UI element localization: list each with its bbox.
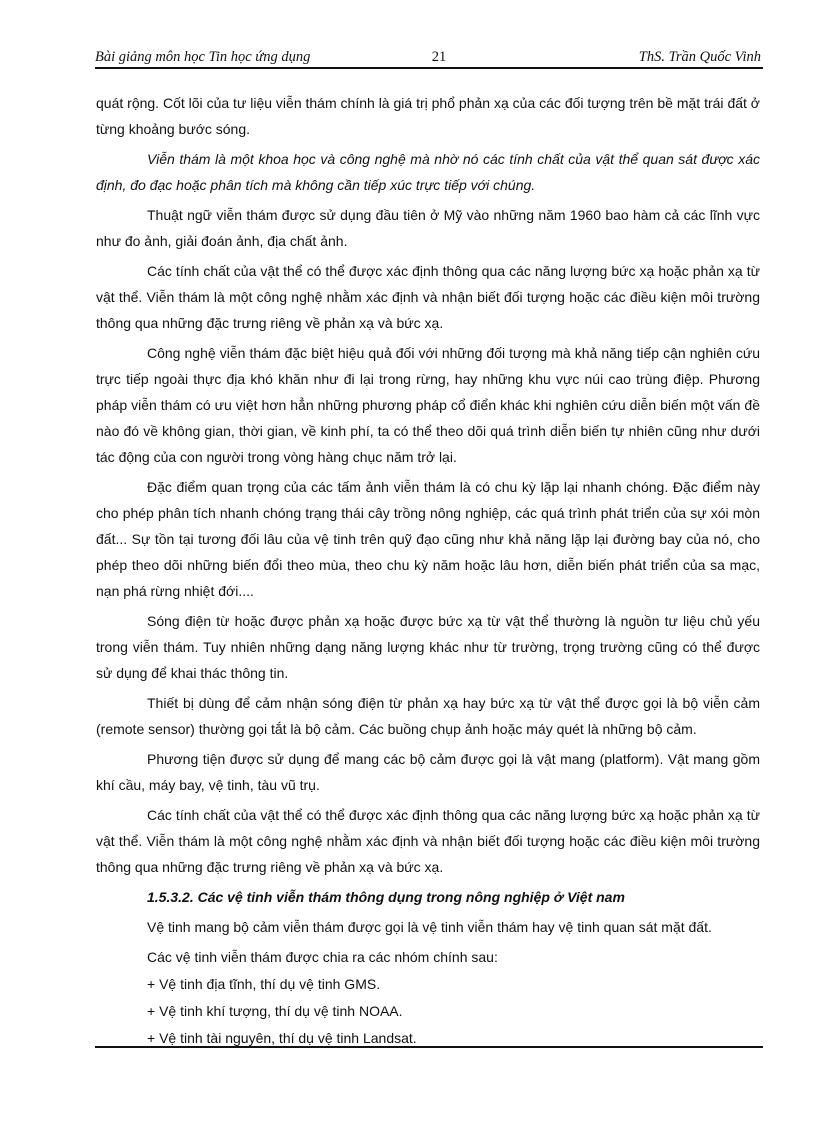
section-line: Vệ tinh mang bộ cảm viễn thám được gọi là vệ tinh viễn thám hay vệ tinh quan sát mặt đất. <box>147 919 712 935</box>
paragraph: quát rộng. Cốt lõi của tư liệu viễn thám chính là giá trị phổ phản xạ của các đối tượng trên bề mặt trái đất ở từng khoảng bước sóng. <box>96 95 760 137</box>
page-header <box>95 45 763 69</box>
header-author: ThS. Trần Quốc Vinh <box>638 49 761 65</box>
paragraph: Sóng điện từ hoặc được phản xạ hoặc được bức xạ từ vật thể thường là nguồn tư liệu chủ yếu trong viễn thám. Tuy nhiên những dạng năng lượng khác như từ trường, trọng trường cũng có thể được sử dụng để khai thác thông tin. <box>96 613 760 681</box>
section-heading: 1.5.3.2. Các vệ tinh viễn thám thông dụng trong nông nghiệp ở Việt nam <box>147 889 625 905</box>
paragraph: Các tính chất của vật thể có thể được xác định thông qua các năng lượng bức xạ hoặc phản xạ từ vật thể. Viễn thám là một công nghệ nhằm xác định và nhận biết đối tượng hoặc các điều kiện môi trường thông qua những đặc trưng riêng về phản xạ và bức xạ. <box>96 263 760 331</box>
header-page-number: 21 <box>431 49 447 65</box>
paragraph: Công nghệ viễn thám đặc biệt hiệu quả đối với những đối tượng mà khả năng tiếp cận nghiên cứu trực tiếp ngoài thực địa khó khăn như đi lại trong rừng, hay những khu vực núi cao trùng điệp. Phương pháp viễn thám có ưu việt hơn hẳn những phương pháp cổ điển khác khi nghiên cứu diễn biến một vấn đề nào đó về không gian, thời gian, về kinh phí, ta có thể theo dõi quá trình diễn biến tự nhiên cũng như dưới tác động của con người trong vòng hàng chục năm trở lại. <box>96 345 760 465</box>
paragraph: Các tính chất của vật thể có thể được xác định thông qua các năng lượng bức xạ hoặc phản xạ từ vật thể. Viễn thám là một công nghệ nhằm xác định và nhận biết đối tượng hoặc các điều kiện môi trường thông qua những đặc trưng riêng về phản xạ và bức xạ. <box>96 807 760 875</box>
paragraph: Thiết bị dùng để cảm nhận sóng điện từ phản xạ hay bức xạ từ vật thể được gọi là bộ viễn cảm (remote sensor) thường gọi tắt là bộ cảm. Các buồng chụp ảnh hoặc máy quét là những bộ cảm. <box>96 695 760 737</box>
section-line: Các vệ tinh viễn thám được chia ra các nhóm chính sau: <box>147 949 498 965</box>
list-item: + Vệ tinh tài nguyên, thí dụ vệ tinh Landsat. <box>147 1030 417 1046</box>
list-item: + Vệ tinh địa tĩnh, thí dụ vệ tinh GMS. <box>147 976 381 992</box>
body-text <box>96 90 760 1052</box>
footer-rule <box>95 1046 763 1048</box>
paragraph: Đặc điểm quan trọng của các tấm ảnh viễn thám là có chu kỳ lặp lại nhanh chóng. Đặc điểm này cho phép phân tích nhanh chóng trạng thái cây trồng nông nghiệp, các quá trình phát triển của sự xói mòn đất... Sự tồn tại tương đối lâu của vệ tinh trên quỹ đạo cũng như khả năng lặp lại đường bay của nó, cho phép theo dõi những biến đổi theo mùa, theo chu kỳ năm hoặc lâu hơn, diễn biến phát triển của sa mạc, nạn phá rừng nhiệt đới.... <box>96 479 760 599</box>
list-item: + Vệ tinh khí tượng, thí dụ vệ tinh NOAA. <box>147 1003 403 1019</box>
paragraph: Thuật ngữ viễn thám được sử dụng đầu tiên ở Mỹ vào những năm 1960 bao hàm cả các lĩnh vực như đo ảnh, giải đoán ảnh, địa chất ảnh. <box>96 207 760 249</box>
paragraph-definition: Viễn thám là một khoa học và công nghệ mà nhờ nó các tính chất của vật thể quan sát được xác định, đo đạc hoặc phân tích mà không cần tiếp xúc trực tiếp với chúng. <box>96 151 760 193</box>
header-course-title: Bài giảng môn học Tin học ứng dụng <box>95 49 311 65</box>
paragraph: Phương tiện được sử dụng để mang các bộ cảm được gọi là vật mang (platform). Vật mang gồm khí cầu, máy bay, vệ tinh, tàu vũ trụ. <box>96 751 760 793</box>
